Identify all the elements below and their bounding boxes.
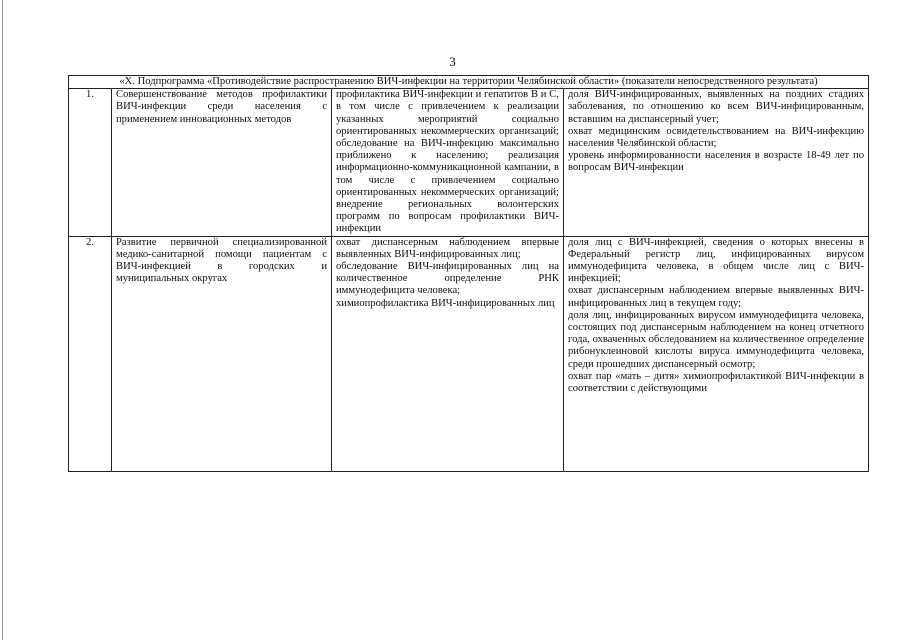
row-number: 1.	[69, 89, 112, 236]
indicators-table	[68, 75, 869, 472]
indicators-cell	[564, 89, 869, 236]
measure-item: охват диспансерным наблюдением впервые выявленных ВИЧ-инфицированных лиц;	[336, 236, 559, 260]
indicator-item: доля лиц, инфицированных вирусом иммунодефицита человека, состоящих под диспансерным наблюдением на конец отчетного года, охваченных обследованием на количественное определение рибонуклеиновой кислоты вируса иммунодефицита человека, среди прошедших диспансерный осмотр;	[568, 309, 865, 370]
task-cell: Совершенствование методов профилактики ВИЧ-инфекции среди населения с применением инновационных методов	[112, 89, 332, 236]
indicators-clip	[568, 237, 864, 471]
indicator-item: доля лиц с ВИЧ-инфекцией, сведения о которых внесены в Федеральный регистр лиц, инфицированных вирусом иммунодефицита человека, в общем числе лиц с ВИЧ-инфекцией;	[568, 236, 865, 285]
row-number: 2.	[69, 236, 112, 471]
indicator-item: охват пар «мать – дитя» химиопрофилактикой ВИЧ-инфекции в соответствии с действующими	[568, 370, 865, 395]
indicator-item: уровень информированности населения в возрасте 18-49 лет по вопросам ВИЧ-инфекции	[568, 150, 865, 174]
indicators-cell	[564, 236, 869, 471]
task-cell: Развитие первичной специализированной медико-санитарной помощи пациентам с ВИЧ-инфекцией в городских и муниципальных округах	[112, 236, 332, 471]
measure-item: обследование ВИЧ-инфицированных лиц на количественное определение РНК иммунодефицита человека;	[336, 261, 559, 297]
measures-cell: профилактика ВИЧ-инфекции и гепатитов B и C, в том числе с привлечением к реализации указанных мероприятий социально ориентированных некоммерческих организаций; обследование на ВИЧ-инфекцию максимально приближено к населению; реализация информационно-коммуникационной кампании, в том числе с привлечением социально ориентированных некоммерческих организаций; внедрение региональных волонтерских программ по вопросам профилактики ВИЧ-инфекции	[332, 89, 564, 236]
table-header-row	[69, 76, 869, 89]
table-row	[69, 89, 869, 236]
indicator-item: охват диспансерным наблюдением впервые выявленных ВИЧ-инфицированных лиц в текущем году;	[568, 285, 865, 309]
page-edge-line	[2, 0, 3, 640]
indicator-item: охват медицинским освидетельствованием на ВИЧ-инфекцию населения Челябинской области;	[568, 125, 865, 150]
measures-cell	[332, 236, 564, 471]
page-number: 3	[449, 54, 456, 69]
table-row	[69, 236, 869, 471]
measure-item: химиопрофилактика ВИЧ-инфицированных лиц	[336, 297, 555, 309]
subprogram-title: «X. Подпрограмма «Противодействие распространению ВИЧ-инфекции на территории Челябинской области» (показатели непосредственного результата)	[69, 76, 869, 89]
indicator-item: доля ВИЧ-инфицированных, выявленных на поздних стадиях заболевания, по отношению ко всем ВИЧ-инфицированным, вставшим на диспансерный учет;	[568, 89, 865, 125]
